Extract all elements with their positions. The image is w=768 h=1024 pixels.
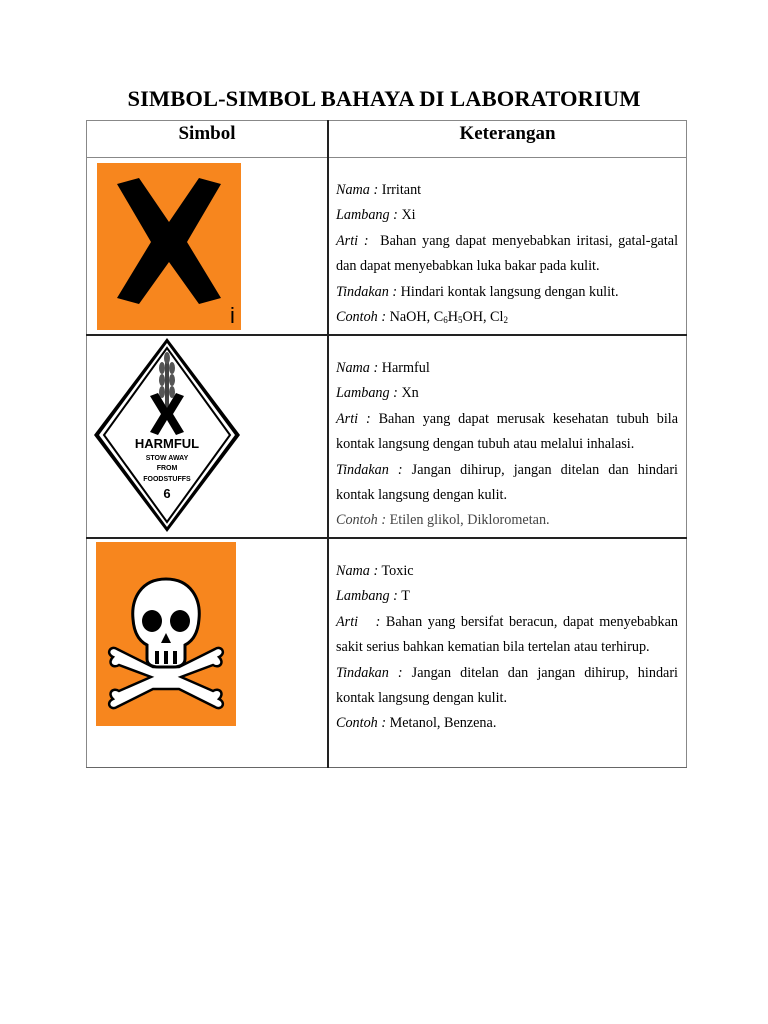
stow-away-label: STOW AWAY [145, 455, 189, 462]
description-cell [328, 538, 687, 768]
contoh-line: Contoh : Metanol, Benzena. [336, 715, 497, 732]
class-number: 6 [163, 486, 171, 501]
from-label: FROM [156, 465, 178, 472]
lambang-line: Lambang : Xi [336, 207, 416, 224]
table-row [87, 335, 687, 538]
description-cell [328, 158, 687, 336]
lambang-line: Lambang : T [336, 588, 410, 605]
table-header-row [87, 121, 687, 158]
nama-line: Nama : Toxic [336, 563, 414, 579]
nama-line: Nama : Irritant [336, 182, 422, 198]
symbol-cell [87, 335, 329, 538]
page-title: SIMBOL-SIMBOL BAHAYA DI LABORATORIUM [127, 86, 641, 111]
header-keterangan: Keterangan [328, 121, 687, 158]
irritant-letter: i [230, 303, 235, 328]
foodstuffs-label: FOODSTUFFS [143, 476, 191, 483]
table-row [87, 538, 687, 768]
tindakan-line: Tindakan : Jangan dihirup, jangan ditelan dan hindari kontak langsung dengan kulit. [336, 461, 678, 504]
harmful-label: HARMFUL [134, 436, 200, 451]
harmful-diamond-icon [92, 336, 242, 534]
header-simbol: Simbol [87, 121, 329, 158]
description-cell [328, 335, 687, 538]
nama-line: Nama : Harmful [336, 360, 430, 376]
symbol-cell [87, 158, 329, 336]
tindakan-line: Tindakan : Hindari kontak langsung dengan kulit. [336, 283, 619, 300]
arti-line: Arti : Bahan yang dapat menyebabkan iritasi, gatal-gatal dan dapat menyebabkan luka bakar pada kulit. [336, 232, 679, 275]
tindakan-line: Tindakan : Jangan ditelan dan jangan dihirup, hindari kontak langsung dengan kulit. [336, 664, 678, 707]
contoh-line: Contoh : NaOH, $C_6H_5OH$, $Cl_2$ [336, 309, 508, 326]
irritant-x-icon [95, 160, 243, 332]
contoh-line: Contoh : Etilen glikol, Diklorometan. [336, 512, 550, 529]
arti-line: Arti : Bahan yang bersifat beracun, dapat menyebabkan sakit serius bahkan kematian bila tertelan atau terhirup. [336, 613, 679, 656]
table-row [87, 158, 687, 336]
lambang-line: Lambang : Xn [336, 385, 419, 402]
contoh-value: NaOH, $C_6H_5OH$, $Cl_2$ [389, 309, 508, 326]
symbol-cell [87, 538, 329, 768]
toxic-skull-icon [95, 541, 237, 727]
hazard-symbols-table [86, 120, 687, 768]
arti-line: Arti : Bahan yang dapat merusak kesehatan tubuh bila kontak langsung dengan tubuh atau melalui inhalasi. [336, 410, 679, 453]
